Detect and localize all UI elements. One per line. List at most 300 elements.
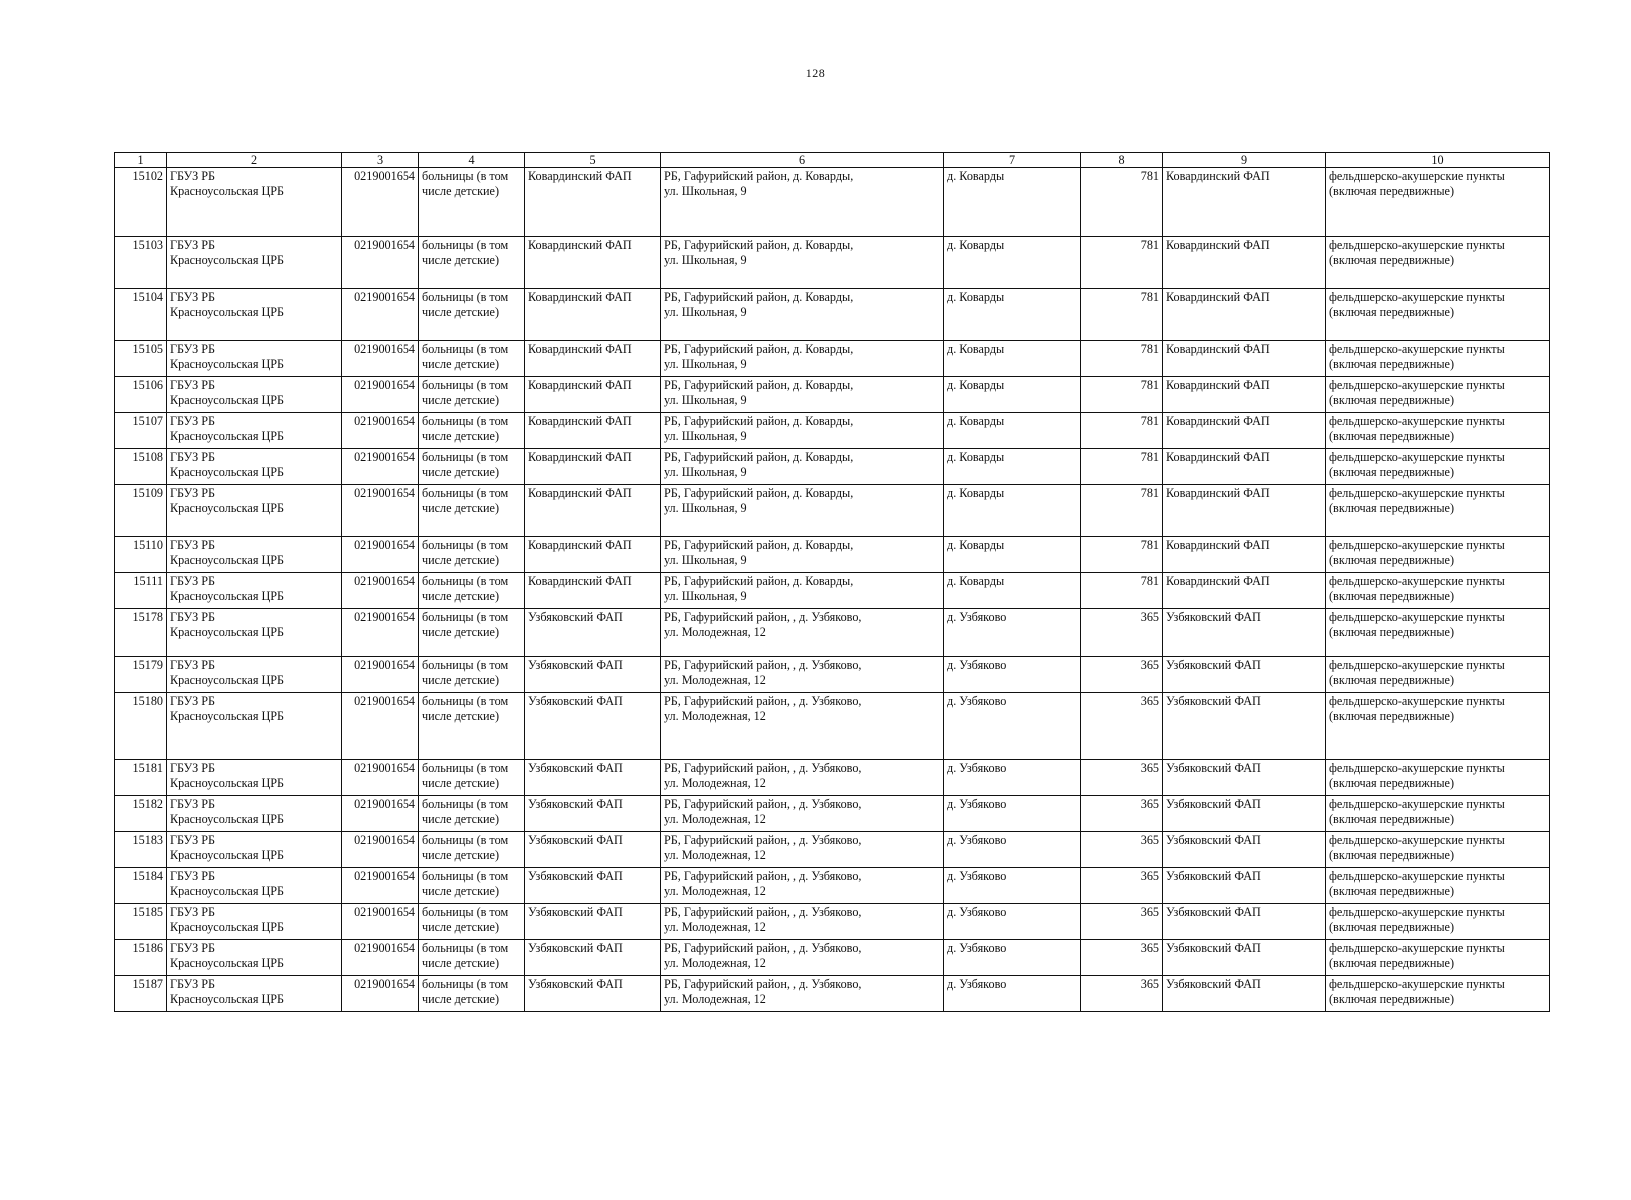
- cell-name-text: Ковардинский ФАП: [1166, 414, 1270, 428]
- cell-organization: [167, 760, 342, 796]
- cell-inn-text: 0219001654: [354, 658, 415, 672]
- cell-organization-text: ГБУЗ РБ: [170, 761, 216, 775]
- cell-kind-text: фельдшерско-акушерские пункты: [1329, 538, 1505, 552]
- cell-kind: [1326, 657, 1550, 693]
- cell-settlement-text: д. Узбяково: [947, 761, 1007, 775]
- cell-address-text: РБ, Гафурийский район, д. Коварды,: [664, 486, 854, 500]
- cell-kind-text: (включая передвижные): [1329, 992, 1454, 1006]
- cell-address-text: РБ, Гафурийский район, д. Коварды,: [664, 342, 854, 356]
- cell-unit: [525, 341, 661, 377]
- cell-institution-type-text: больницы (в том: [422, 610, 509, 624]
- cell-organization-text: Красноусольская ЦРБ: [170, 920, 285, 934]
- cell-organization-text: Красноусольская ЦРБ: [170, 553, 285, 567]
- cell-inn: [342, 168, 419, 237]
- cell-name-text: Узбяковский ФАП: [1166, 797, 1261, 811]
- cell-settlement-text: д. Узбяково: [947, 941, 1007, 955]
- column-header: 8: [1081, 153, 1163, 168]
- cell-settlement: [944, 609, 1081, 657]
- cell-kind-text: фельдшерско-акушерские пункты: [1329, 169, 1505, 183]
- cell-code-text: 365: [1140, 977, 1159, 991]
- cell-inn: [342, 449, 419, 485]
- cell-kind-text: фельдшерско-акушерские пункты: [1329, 450, 1505, 464]
- cell-address-text: ул. Школьная, 9: [664, 429, 747, 443]
- cell-institution-type-text: больницы (в том: [422, 658, 509, 672]
- cell-settlement-text: д. Коварды: [947, 486, 1005, 500]
- table-row: [115, 413, 1550, 449]
- cell-id-text: 15104: [132, 290, 163, 304]
- cell-kind-text: (включая передвижные): [1329, 184, 1454, 198]
- cell-kind: [1326, 760, 1550, 796]
- cell-organization-text: Красноусольская ЦРБ: [170, 848, 285, 862]
- cell-name: [1163, 485, 1326, 537]
- cell-unit: [525, 609, 661, 657]
- cell-institution-type: [419, 904, 525, 940]
- cell-address-text: РБ, Гафурийский район, , д. Узбяково,: [664, 761, 862, 775]
- cell-name: [1163, 657, 1326, 693]
- cell-code-text: 781: [1140, 378, 1159, 392]
- cell-code: [1081, 657, 1163, 693]
- cell-address-text: РБ, Гафурийский район, д. Коварды,: [664, 450, 854, 464]
- cell-kind-text: фельдшерско-акушерские пункты: [1329, 658, 1505, 672]
- cell-kind-text: (включая передвижные): [1329, 776, 1454, 790]
- cell-unit: [525, 485, 661, 537]
- cell-inn: [342, 904, 419, 940]
- cell-kind-text: фельдшерско-акушерские пункты: [1329, 694, 1505, 708]
- cell-address-text: РБ, Гафурийский район, , д. Узбяково,: [664, 658, 862, 672]
- cell-address-text: ул. Школьная, 9: [664, 184, 747, 198]
- cell-name: [1163, 832, 1326, 868]
- cell-inn-text: 0219001654: [354, 486, 415, 500]
- cell-organization: [167, 693, 342, 760]
- cell-code: [1081, 485, 1163, 537]
- cell-code-text: 365: [1140, 869, 1159, 883]
- cell-unit-text: Узбяковский ФАП: [528, 761, 623, 775]
- cell-kind: [1326, 609, 1550, 657]
- cell-settlement-text: д. Коварды: [947, 538, 1005, 552]
- cell-unit-text: Ковардинский ФАП: [528, 378, 632, 392]
- cell-address: [661, 168, 944, 237]
- cell-name-text: Ковардинский ФАП: [1166, 486, 1270, 500]
- cell-unit-text: Ковардинский ФАП: [528, 574, 632, 588]
- cell-id-text: 15186: [132, 941, 163, 955]
- cell-id-text: 15183: [132, 833, 163, 847]
- column-header: 5: [525, 153, 661, 168]
- cell-name-text: Узбяковский ФАП: [1166, 761, 1261, 775]
- cell-institution-type-text: числе детские): [422, 357, 500, 371]
- cell-name: [1163, 609, 1326, 657]
- cell-code: [1081, 940, 1163, 976]
- column-header: 10: [1326, 153, 1550, 168]
- cell-organization-text: Красноусольская ЦРБ: [170, 625, 285, 639]
- cell-address-text: ул. Школьная, 9: [664, 465, 747, 479]
- cell-code-text: 781: [1140, 486, 1159, 500]
- cell-name-text: Ковардинский ФАП: [1166, 378, 1270, 392]
- cell-kind-text: (включая передвижные): [1329, 848, 1454, 862]
- cell-organization-text: Красноусольская ЦРБ: [170, 709, 285, 723]
- cell-institution-type: [419, 289, 525, 341]
- cell-inn: [342, 573, 419, 609]
- cell-id: [115, 168, 167, 237]
- cell-code-text: 365: [1140, 761, 1159, 775]
- cell-name: [1163, 693, 1326, 760]
- cell-unit: [525, 657, 661, 693]
- cell-institution-type-text: больницы (в том: [422, 169, 509, 183]
- cell-id: [115, 377, 167, 413]
- cell-id: [115, 413, 167, 449]
- cell-inn-text: 0219001654: [354, 574, 415, 588]
- cell-id-text: 15109: [132, 486, 163, 500]
- cell-code-text: 781: [1140, 574, 1159, 588]
- cell-id: [115, 609, 167, 657]
- cell-settlement-text: д. Узбяково: [947, 797, 1007, 811]
- cell-organization-text: Красноусольская ЦРБ: [170, 673, 285, 687]
- cell-inn-text: 0219001654: [354, 378, 415, 392]
- table-row: [115, 377, 1550, 413]
- cell-kind-text: (включая передвижные): [1329, 812, 1454, 826]
- cell-code: [1081, 237, 1163, 289]
- cell-name: [1163, 573, 1326, 609]
- cell-organization: [167, 341, 342, 377]
- cell-kind: [1326, 341, 1550, 377]
- cell-institution-type-text: числе детские): [422, 253, 500, 267]
- cell-institution-type: [419, 573, 525, 609]
- cell-inn: [342, 693, 419, 760]
- cell-institution-type: [419, 760, 525, 796]
- cell-name-text: Ковардинский ФАП: [1166, 290, 1270, 304]
- cell-kind-text: (включая передвижные): [1329, 625, 1454, 639]
- cell-organization-text: ГБУЗ РБ: [170, 797, 216, 811]
- cell-inn-text: 0219001654: [354, 342, 415, 356]
- cell-institution-type-text: больницы (в том: [422, 905, 509, 919]
- cell-inn-text: 0219001654: [354, 414, 415, 428]
- cell-address-text: РБ, Гафурийский район, , д. Узбяково,: [664, 905, 862, 919]
- cell-unit-text: Ковардинский ФАП: [528, 290, 632, 304]
- cell-address: [661, 609, 944, 657]
- cell-settlement-text: д. Коварды: [947, 378, 1005, 392]
- cell-organization-text: ГБУЗ РБ: [170, 486, 216, 500]
- cell-unit-text: Узбяковский ФАП: [528, 610, 623, 624]
- cell-id-text: 15107: [132, 414, 163, 428]
- table-row: [115, 485, 1550, 537]
- cell-name: [1163, 168, 1326, 237]
- cell-settlement: [944, 693, 1081, 760]
- cell-kind-text: (включая передвижные): [1329, 589, 1454, 603]
- cell-inn-text: 0219001654: [354, 694, 415, 708]
- cell-organization-text: Красноусольская ЦРБ: [170, 501, 285, 515]
- cell-name: [1163, 760, 1326, 796]
- cell-name: [1163, 904, 1326, 940]
- cell-organization: [167, 377, 342, 413]
- cell-address-text: РБ, Гафурийский район, , д. Узбяково,: [664, 941, 862, 955]
- cell-kind: [1326, 832, 1550, 868]
- cell-address: [661, 485, 944, 537]
- cell-organization: [167, 573, 342, 609]
- cell-id: [115, 289, 167, 341]
- cell-institution-type-text: числе детские): [422, 848, 500, 862]
- table-row: [115, 449, 1550, 485]
- cell-settlement-text: д. Узбяково: [947, 833, 1007, 847]
- table-row: [115, 657, 1550, 693]
- cell-name: [1163, 289, 1326, 341]
- cell-name-text: Узбяковский ФАП: [1166, 610, 1261, 624]
- cell-institution-type-text: больницы (в том: [422, 538, 509, 552]
- cell-address-text: РБ, Гафурийский район, , д. Узбяково,: [664, 833, 862, 847]
- cell-settlement-text: д. Коварды: [947, 450, 1005, 464]
- cell-settlement: [944, 289, 1081, 341]
- cell-institution-type-text: больницы (в том: [422, 797, 509, 811]
- cell-id-text: 15178: [132, 610, 163, 624]
- cell-settlement: [944, 485, 1081, 537]
- cell-name-text: Узбяковский ФАП: [1166, 833, 1261, 847]
- cell-organization-text: ГБУЗ РБ: [170, 869, 216, 883]
- column-header: 4: [419, 153, 525, 168]
- cell-organization-text: ГБУЗ РБ: [170, 169, 216, 183]
- table-row: [115, 609, 1550, 657]
- cell-address: [661, 796, 944, 832]
- cell-id-text: 15103: [132, 238, 163, 252]
- cell-institution-type: [419, 237, 525, 289]
- cell-kind: [1326, 868, 1550, 904]
- cell-code-text: 781: [1140, 290, 1159, 304]
- cell-organization: [167, 289, 342, 341]
- cell-code-text: 365: [1140, 610, 1159, 624]
- cell-address-text: ул. Школьная, 9: [664, 501, 747, 515]
- cell-settlement-text: д. Коварды: [947, 342, 1005, 356]
- cell-code-text: 365: [1140, 905, 1159, 919]
- cell-institution-type-text: больницы (в том: [422, 342, 509, 356]
- cell-name-text: Ковардинский ФАП: [1166, 342, 1270, 356]
- cell-name-text: Узбяковский ФАП: [1166, 658, 1261, 672]
- cell-inn-text: 0219001654: [354, 290, 415, 304]
- cell-code-text: 365: [1140, 833, 1159, 847]
- cell-address-text: РБ, Гафурийский район, , д. Узбяково,: [664, 610, 862, 624]
- cell-inn: [342, 832, 419, 868]
- cell-inn-text: 0219001654: [354, 833, 415, 847]
- cell-institution-type: [419, 796, 525, 832]
- cell-unit: [525, 413, 661, 449]
- cell-code: [1081, 573, 1163, 609]
- cell-settlement-text: д. Коварды: [947, 238, 1005, 252]
- cell-settlement-text: д. Коварды: [947, 290, 1005, 304]
- cell-address: [661, 868, 944, 904]
- cell-kind-text: фельдшерско-акушерские пункты: [1329, 977, 1505, 991]
- cell-id: [115, 449, 167, 485]
- cell-settlement: [944, 168, 1081, 237]
- cell-id-text: 15106: [132, 378, 163, 392]
- cell-id: [115, 832, 167, 868]
- cell-institution-type-text: больницы (в том: [422, 450, 509, 464]
- column-header: 6: [661, 153, 944, 168]
- cell-inn: [342, 237, 419, 289]
- cell-organization-text: Красноусольская ЦРБ: [170, 357, 285, 371]
- cell-institution-type: [419, 657, 525, 693]
- cell-inn-text: 0219001654: [354, 238, 415, 252]
- cell-organization-text: ГБУЗ РБ: [170, 658, 216, 672]
- cell-inn-text: 0219001654: [354, 905, 415, 919]
- cell-id-text: 15110: [132, 538, 163, 552]
- cell-code-text: 781: [1140, 538, 1159, 552]
- cell-settlement-text: д. Узбяково: [947, 977, 1007, 991]
- cell-kind-text: фельдшерско-акушерские пункты: [1329, 342, 1505, 356]
- cell-id: [115, 760, 167, 796]
- cell-kind: [1326, 940, 1550, 976]
- cell-kind-text: фельдшерско-акушерские пункты: [1329, 378, 1505, 392]
- cell-unit-text: Ковардинский ФАП: [528, 486, 632, 500]
- cell-inn-text: 0219001654: [354, 941, 415, 955]
- cell-kind-text: фельдшерско-акушерские пункты: [1329, 290, 1505, 304]
- cell-settlement-text: д. Узбяково: [947, 694, 1007, 708]
- cell-id: [115, 976, 167, 1012]
- cell-inn: [342, 341, 419, 377]
- cell-institution-type-text: числе детские): [422, 776, 500, 790]
- cell-address: [661, 976, 944, 1012]
- cell-name: [1163, 868, 1326, 904]
- cell-institution-type-text: числе детские): [422, 625, 500, 639]
- cell-settlement: [944, 657, 1081, 693]
- cell-code-text: 781: [1140, 342, 1159, 356]
- cell-organization-text: ГБУЗ РБ: [170, 342, 216, 356]
- cell-name-text: Узбяковский ФАП: [1166, 977, 1261, 991]
- cell-unit: [525, 168, 661, 237]
- table-row: [115, 573, 1550, 609]
- cell-kind-text: фельдшерско-акушерские пункты: [1329, 761, 1505, 775]
- cell-address-text: ул. Молодежная, 12: [664, 776, 766, 790]
- cell-institution-type-text: числе детские): [422, 673, 500, 687]
- cell-institution-type-text: больницы (в том: [422, 941, 509, 955]
- cell-code-text: 365: [1140, 658, 1159, 672]
- cell-address-text: РБ, Гафурийский район, д. Коварды,: [664, 169, 854, 183]
- cell-institution-type: [419, 976, 525, 1012]
- cell-code: [1081, 904, 1163, 940]
- cell-institution-type: [419, 832, 525, 868]
- cell-unit-text: Узбяковский ФАП: [528, 694, 623, 708]
- cell-id-text: 15108: [132, 450, 163, 464]
- cell-institution-type: [419, 341, 525, 377]
- cell-institution-type-text: числе детские): [422, 884, 500, 898]
- cell-code: [1081, 976, 1163, 1012]
- cell-code-text: 781: [1140, 414, 1159, 428]
- cell-kind: [1326, 289, 1550, 341]
- table-row: [115, 237, 1550, 289]
- cell-unit: [525, 796, 661, 832]
- cell-organization-text: Красноусольская ЦРБ: [170, 393, 285, 407]
- column-header: 2: [167, 153, 342, 168]
- cell-unit-text: Ковардинский ФАП: [528, 414, 632, 428]
- cell-institution-type-text: числе детские): [422, 992, 500, 1006]
- cell-unit-text: Узбяковский ФАП: [528, 658, 623, 672]
- cell-code-text: 365: [1140, 694, 1159, 708]
- cell-address-text: ул. Школьная, 9: [664, 553, 747, 567]
- cell-inn-text: 0219001654: [354, 977, 415, 991]
- cell-name: [1163, 237, 1326, 289]
- cell-code-text: 365: [1140, 797, 1159, 811]
- cell-institution-type-text: числе детские): [422, 393, 500, 407]
- cell-inn-text: 0219001654: [354, 610, 415, 624]
- cell-kind-text: фельдшерско-акушерские пункты: [1329, 869, 1505, 883]
- cell-organization: [167, 609, 342, 657]
- cell-kind-text: фельдшерско-акушерские пункты: [1329, 486, 1505, 500]
- cell-organization-text: Красноусольская ЦРБ: [170, 589, 285, 603]
- cell-kind-text: фельдшерско-акушерские пункты: [1329, 905, 1505, 919]
- cell-settlement-text: д. Узбяково: [947, 658, 1007, 672]
- cell-unit: [525, 573, 661, 609]
- cell-id: [115, 693, 167, 760]
- cell-address: [661, 449, 944, 485]
- cell-address: [661, 237, 944, 289]
- cell-organization-text: Красноусольская ЦРБ: [170, 465, 285, 479]
- cell-organization-text: Красноусольская ЦРБ: [170, 184, 285, 198]
- cell-kind: [1326, 449, 1550, 485]
- cell-id-text: 15180: [132, 694, 163, 708]
- cell-kind: [1326, 796, 1550, 832]
- cell-address-text: ул. Школьная, 9: [664, 357, 747, 371]
- cell-inn: [342, 940, 419, 976]
- cell-inn: [342, 657, 419, 693]
- cell-name: [1163, 449, 1326, 485]
- table-row: [115, 168, 1550, 237]
- cell-name: [1163, 940, 1326, 976]
- cell-code: [1081, 413, 1163, 449]
- table-row: [115, 693, 1550, 760]
- cell-name-text: Ковардинский ФАП: [1166, 169, 1270, 183]
- cell-institution-type-text: больницы (в том: [422, 869, 509, 883]
- cell-organization-text: ГБУЗ РБ: [170, 977, 216, 991]
- cell-kind-text: фельдшерско-акушерские пункты: [1329, 797, 1505, 811]
- cell-address-text: РБ, Гафурийский район, , д. Узбяково,: [664, 797, 862, 811]
- cell-inn: [342, 976, 419, 1012]
- cell-code: [1081, 377, 1163, 413]
- cell-unit: [525, 832, 661, 868]
- cell-institution-type-text: числе детские): [422, 553, 500, 567]
- cell-institution-type: [419, 377, 525, 413]
- cell-organization-text: ГБУЗ РБ: [170, 414, 216, 428]
- cell-institution-type-text: числе детские): [422, 465, 500, 479]
- cell-address-text: ул. Молодежная, 12: [664, 625, 766, 639]
- cell-code: [1081, 537, 1163, 573]
- cell-address-text: ул. Молодежная, 12: [664, 884, 766, 898]
- cell-inn: [342, 289, 419, 341]
- cell-institution-type-text: больницы (в том: [422, 414, 509, 428]
- cell-code: [1081, 609, 1163, 657]
- cell-code: [1081, 168, 1163, 237]
- cell-kind: [1326, 693, 1550, 760]
- cell-kind-text: (включая передвижные): [1329, 253, 1454, 267]
- cell-kind: [1326, 377, 1550, 413]
- cell-organization-text: ГБУЗ РБ: [170, 905, 216, 919]
- table-row: [115, 940, 1550, 976]
- cell-settlement-text: д. Узбяково: [947, 869, 1007, 883]
- cell-id-text: 15187: [132, 977, 163, 991]
- cell-address-text: ул. Молодежная, 12: [664, 992, 766, 1006]
- cell-id-text: 15181: [132, 761, 163, 775]
- cell-kind-text: фельдшерско-акушерские пункты: [1329, 574, 1505, 588]
- cell-unit: [525, 237, 661, 289]
- cell-kind: [1326, 237, 1550, 289]
- cell-kind: [1326, 537, 1550, 573]
- cell-organization-text: ГБУЗ РБ: [170, 610, 216, 624]
- table-body: [115, 168, 1550, 1012]
- cell-inn: [342, 760, 419, 796]
- cell-settlement: [944, 449, 1081, 485]
- cell-kind-text: (включая передвижные): [1329, 709, 1454, 723]
- cell-organization: [167, 485, 342, 537]
- cell-address: [661, 573, 944, 609]
- cell-institution-type-text: больницы (в том: [422, 761, 509, 775]
- cell-address: [661, 760, 944, 796]
- cell-organization: [167, 657, 342, 693]
- table-row: [115, 976, 1550, 1012]
- cell-inn-text: 0219001654: [354, 538, 415, 552]
